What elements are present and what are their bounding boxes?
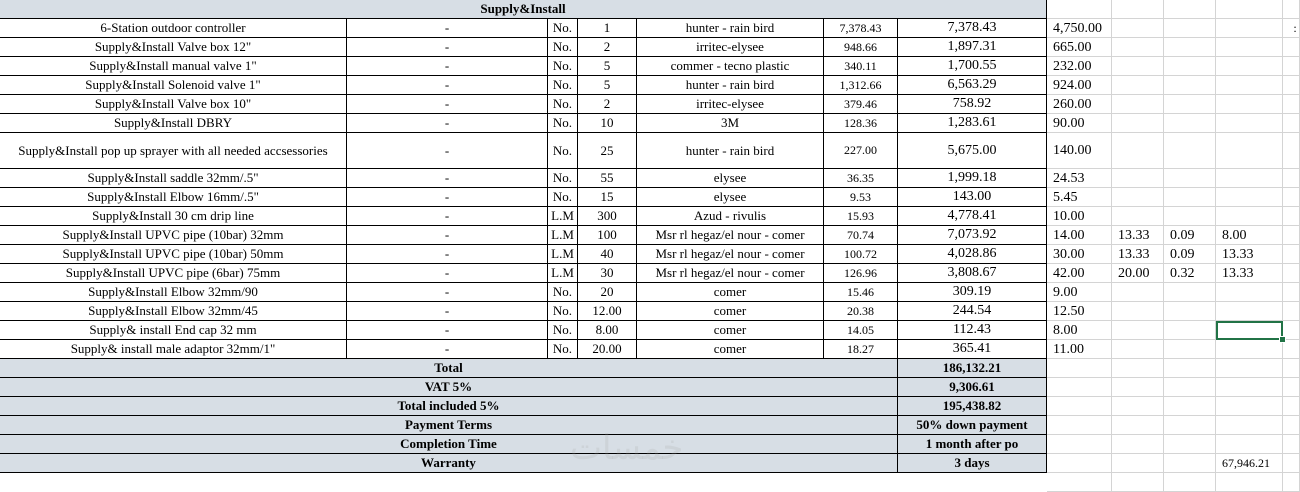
grid-cell[interactable] [1047,473,1112,492]
grid-cell[interactable] [1112,473,1164,492]
side-calc-value[interactable]: 0.09 [1170,227,1195,243]
item-qty[interactable]: 30 [578,264,637,283]
grid-cell[interactable] [1216,397,1283,416]
item-dash[interactable]: - [347,169,548,188]
item-brand[interactable]: hunter - rain bird [637,133,824,169]
grid-cell[interactable] [1216,133,1283,169]
grid-cell[interactable] [1164,416,1216,435]
grid-cell[interactable] [1164,169,1216,188]
item-brand[interactable]: comer [637,302,824,321]
grid-cell[interactable] [1164,207,1216,226]
grid-cell[interactable] [1283,207,1300,226]
grid-cell[interactable] [1283,378,1300,397]
grid-cell[interactable] [1112,19,1164,38]
item-qty[interactable]: 12.00 [578,302,637,321]
grid-cell[interactable] [1047,0,1112,19]
item-qty[interactable]: 20.00 [578,340,637,359]
grid-cell[interactable] [1112,359,1164,378]
item-brand[interactable]: elysee [637,188,824,207]
item-unit-price[interactable]: 100.72 [824,245,898,264]
item-dash[interactable]: - [347,133,548,169]
item-description[interactable]: Supply&Install 30 cm drip line [0,207,347,226]
grid-cell[interactable] [1112,378,1164,397]
item-unit-price[interactable]: 227.00 [824,133,898,169]
item-total[interactable]: 3,808.67 [898,264,1047,283]
grid-cell[interactable] [1164,321,1216,340]
grid-cell[interactable] [1112,207,1164,226]
item-unit-price[interactable]: 128.36 [824,114,898,133]
side-calc-value[interactable]: 13.33 [1118,246,1150,262]
side-calc-value[interactable]: 4,750.00 [1053,20,1102,36]
side-calc-value[interactable]: 30.00 [1053,246,1085,262]
grid-cell[interactable] [1283,435,1300,454]
side-calc-value[interactable]: 8.00 [1053,322,1078,338]
item-unit[interactable]: No. [548,302,578,321]
side-calc-value[interactable]: 0.09 [1170,246,1195,262]
grid-cell[interactable] [1216,95,1283,114]
item-total[interactable]: 244.54 [898,302,1047,321]
grid-cell[interactable] [1047,397,1112,416]
item-description[interactable]: Supply&Install Valve box 12" [0,38,347,57]
summary-value[interactable]: 1 month after po [898,435,1047,454]
item-unit[interactable]: No. [548,133,578,169]
item-description[interactable]: Supply& install End cap 32 mm [0,321,347,340]
item-brand[interactable]: 3M [637,114,824,133]
grid-cell[interactable] [1164,454,1216,473]
grid-cell[interactable] [1216,359,1283,378]
grid-cell[interactable] [1164,435,1216,454]
grid-cell[interactable] [1283,114,1300,133]
grid-cell[interactable] [1112,169,1164,188]
side-total-value[interactable]: 67,946.21 [1222,456,1270,470]
side-calc-value[interactable]: 9.00 [1053,284,1078,300]
item-unit[interactable]: No. [548,95,578,114]
side-calc-value[interactable]: 260.00 [1053,96,1092,112]
item-unit[interactable]: L.M [548,264,578,283]
grid-cell[interactable] [1164,76,1216,95]
grid-cell[interactable] [1216,57,1283,76]
side-calc-value[interactable]: 13.33 [1118,227,1150,243]
summary-label[interactable]: Total [0,359,898,378]
grid-cell[interactable] [1164,133,1216,169]
item-qty[interactable]: 5 [578,57,637,76]
item-total[interactable]: 6,563.29 [898,76,1047,95]
grid-cell[interactable] [1216,283,1283,302]
item-unit-price[interactable]: 20.38 [824,302,898,321]
grid-cell[interactable] [1216,416,1283,435]
side-calc-value[interactable]: 90.00 [1053,115,1085,131]
item-total[interactable]: 143.00 [898,188,1047,207]
item-unit[interactable]: No. [548,76,578,95]
item-brand[interactable]: hunter - rain bird [637,19,824,38]
item-qty[interactable]: 100 [578,226,637,245]
summary-label[interactable]: Completion Time [0,435,898,454]
item-unit-price[interactable]: 14.05 [824,321,898,340]
summary-value[interactable]: 186,132.21 [898,359,1047,378]
grid-cell[interactable] [1112,133,1164,169]
item-dash[interactable]: - [347,114,548,133]
grid-cell[interactable] [1047,454,1112,473]
item-qty[interactable]: 2 [578,38,637,57]
item-unit-price[interactable]: 948.66 [824,38,898,57]
grid-cell[interactable] [1216,473,1283,492]
item-dash[interactable]: - [347,207,548,226]
item-dash[interactable]: - [347,264,548,283]
item-dash[interactable]: - [347,226,548,245]
side-calc-value[interactable]: 665.00 [1053,39,1092,55]
item-total[interactable]: 1,897.31 [898,38,1047,57]
grid-cell[interactable] [1164,0,1216,19]
grid-cell[interactable] [1283,0,1300,19]
item-qty[interactable]: 5 [578,76,637,95]
item-unit[interactable]: No. [548,57,578,76]
edge-mark[interactable]: : [1293,21,1297,35]
grid-cell[interactable] [1216,340,1283,359]
summary-value[interactable]: 50% down payment [898,416,1047,435]
fill-handle[interactable] [1279,336,1286,343]
selected-cell[interactable] [1216,321,1283,340]
grid-cell[interactable] [1283,188,1300,207]
item-brand[interactable]: comer [637,340,824,359]
grid-cell[interactable] [1283,169,1300,188]
item-qty[interactable]: 300 [578,207,637,226]
item-description[interactable]: Supply&Install Elbow 32mm/90 [0,283,347,302]
item-brand[interactable]: comer [637,321,824,340]
grid-cell[interactable] [1047,378,1112,397]
grid-cell[interactable] [1164,378,1216,397]
item-total[interactable]: 758.92 [898,95,1047,114]
grid-cell[interactable] [1112,302,1164,321]
grid-cell[interactable] [1283,302,1300,321]
grid-cell[interactable] [1112,397,1164,416]
item-total[interactable]: 1,283.61 [898,114,1047,133]
item-qty[interactable]: 40 [578,245,637,264]
item-total[interactable]: 309.19 [898,283,1047,302]
item-unit-price[interactable]: 379.46 [824,95,898,114]
grid-cell[interactable] [1216,0,1283,19]
grid-cell[interactable] [1112,76,1164,95]
grid-cell[interactable] [1283,416,1300,435]
grid-cell[interactable] [1283,264,1300,283]
grid-cell[interactable] [1112,416,1164,435]
item-unit-price[interactable]: 15.46 [824,283,898,302]
item-dash[interactable]: - [347,19,548,38]
item-description[interactable]: Supply&Install Solenoid valve 1" [0,76,347,95]
summary-label[interactable]: VAT 5% [0,378,898,397]
side-calc-value[interactable]: 10.00 [1053,208,1085,224]
item-brand[interactable]: Azud - rivulis [637,207,824,226]
grid-cell[interactable] [1112,435,1164,454]
item-dash[interactable]: - [347,302,548,321]
side-calc-value[interactable]: 42.00 [1053,265,1085,281]
side-calc-value[interactable]: 0.32 [1170,265,1195,281]
grid-cell[interactable] [1283,133,1300,169]
item-description[interactable]: Supply& install male adaptor 32mm/1" [0,340,347,359]
item-total[interactable]: 4,778.41 [898,207,1047,226]
item-brand[interactable]: Msr rl hegaz/el nour - comer [637,226,824,245]
item-dash[interactable]: - [347,321,548,340]
grid-cell[interactable] [1112,454,1164,473]
item-description[interactable]: Supply&Install UPVC pipe (10bar) 32mm [0,226,347,245]
item-description[interactable]: Supply&Install UPVC pipe (10bar) 50mm [0,245,347,264]
item-unit-price[interactable]: 126.96 [824,264,898,283]
grid-cell[interactable] [1112,321,1164,340]
item-description[interactable]: Supply&Install manual valve 1" [0,57,347,76]
side-calc-value[interactable]: 8.00 [1222,227,1247,243]
grid-cell[interactable] [1047,435,1112,454]
item-unit[interactable]: L.M [548,226,578,245]
item-brand[interactable]: irritec-elysee [637,38,824,57]
item-dash[interactable]: - [347,38,548,57]
grid-cell[interactable] [1112,38,1164,57]
item-unit[interactable]: No. [548,340,578,359]
item-brand[interactable]: Msr rl hegaz/el nour - comer [637,245,824,264]
item-description[interactable]: Supply&Install Elbow 32mm/45 [0,302,347,321]
item-qty[interactable]: 8.00 [578,321,637,340]
grid-cell[interactable] [1283,38,1300,57]
item-unit[interactable]: No. [548,321,578,340]
grid-cell[interactable] [1112,57,1164,76]
grid-cell[interactable] [1112,340,1164,359]
grid-cell[interactable] [1283,359,1300,378]
item-dash[interactable]: - [347,340,548,359]
side-calc-value[interactable]: 12.50 [1053,303,1085,319]
side-calc-value[interactable]: 24.53 [1053,170,1085,186]
grid-cell[interactable] [1164,359,1216,378]
grid-cell[interactable] [1164,340,1216,359]
grid-cell[interactable] [1283,95,1300,114]
grid-cell[interactable] [1216,188,1283,207]
item-unit-price[interactable]: 70.74 [824,226,898,245]
item-description[interactable]: Supply&Install UPVC pipe (6bar) 75mm [0,264,347,283]
summary-label[interactable]: Payment Terms [0,416,898,435]
item-dash[interactable]: - [347,95,548,114]
item-unit-price[interactable]: 9.53 [824,188,898,207]
side-calc-value[interactable]: 13.33 [1222,246,1254,262]
grid-cell[interactable] [1112,114,1164,133]
item-unit-price[interactable]: 15.93 [824,207,898,226]
side-calc-value[interactable]: 20.00 [1118,265,1150,281]
grid-cell[interactable] [1164,95,1216,114]
item-dash[interactable]: - [347,283,548,302]
item-qty[interactable]: 15 [578,188,637,207]
grid-cell[interactable] [1164,19,1216,38]
item-dash[interactable]: - [347,188,548,207]
item-description[interactable]: Supply&Install Elbow 16mm/.5" [0,188,347,207]
grid-cell[interactable] [1283,397,1300,416]
side-calc-value[interactable]: 11.00 [1053,341,1084,357]
side-calc-value[interactable]: 5.45 [1053,189,1078,205]
grid-cell[interactable] [1164,188,1216,207]
item-qty[interactable]: 2 [578,95,637,114]
item-unit[interactable]: L.M [548,207,578,226]
item-unit-price[interactable]: 7,378.43 [824,19,898,38]
item-brand[interactable]: irritec-elysee [637,95,824,114]
grid-cell[interactable] [1216,435,1283,454]
grid-cell[interactable] [1283,245,1300,264]
grid-cell[interactable] [1283,226,1300,245]
item-total[interactable]: 365.41 [898,340,1047,359]
grid-cell[interactable] [1164,38,1216,57]
summary-value[interactable]: 195,438.82 [898,397,1047,416]
grid-cell[interactable] [1112,188,1164,207]
item-description[interactable]: 6-Station outdoor controller [0,19,347,38]
item-unit[interactable]: No. [548,188,578,207]
item-qty[interactable]: 55 [578,169,637,188]
item-unit-price[interactable]: 18.27 [824,340,898,359]
item-qty[interactable]: 10 [578,114,637,133]
summary-value[interactable]: 3 days [898,454,1047,473]
grid-cell[interactable] [1283,283,1300,302]
item-brand[interactable]: Msr rl hegaz/el nour - comer [637,264,824,283]
item-unit-price[interactable]: 340.11 [824,57,898,76]
item-brand[interactable]: commer - tecno plastic [637,57,824,76]
grid-cell[interactable] [1216,76,1283,95]
item-qty[interactable]: 20 [578,283,637,302]
item-dash[interactable]: - [347,76,548,95]
summary-label[interactable]: Warranty [0,454,898,473]
side-calc-value[interactable]: 140.00 [1053,143,1092,158]
summary-value[interactable]: 9,306.61 [898,378,1047,397]
item-dash[interactable]: - [347,57,548,76]
side-calc-value[interactable]: 232.00 [1053,58,1092,74]
item-total[interactable]: 7,073.92 [898,226,1047,245]
item-unit[interactable]: No. [548,169,578,188]
item-description[interactable]: Supply&Install saddle 32mm/.5" [0,169,347,188]
summary-label[interactable]: Total included 5% [0,397,898,416]
grid-cell[interactable] [1283,473,1300,492]
grid-cell[interactable] [1216,19,1283,38]
item-total[interactable]: 1,700.55 [898,57,1047,76]
item-unit-price[interactable]: 36.35 [824,169,898,188]
item-total[interactable]: 1,999.18 [898,169,1047,188]
item-qty[interactable]: 1 [578,19,637,38]
grid-cell[interactable] [1283,57,1300,76]
grid-cell[interactable] [1164,283,1216,302]
item-description[interactable]: Supply&Install DBRY [0,114,347,133]
item-unit[interactable]: No. [548,38,578,57]
item-unit[interactable]: No. [548,283,578,302]
item-brand[interactable]: hunter - rain bird [637,76,824,95]
grid-cell[interactable] [1047,416,1112,435]
section-header[interactable]: Supply&Install [0,0,1047,19]
item-description[interactable]: Supply&Install pop up sprayer with all needed accsessories [0,133,347,169]
item-total[interactable]: 7,378.43 [898,19,1047,38]
grid-cell[interactable] [1112,0,1164,19]
grid-cell[interactable] [1112,95,1164,114]
grid-cell[interactable] [1216,207,1283,226]
item-qty[interactable]: 25 [578,133,637,169]
grid-cell[interactable] [1216,38,1283,57]
item-brand[interactable]: elysee [637,169,824,188]
item-description[interactable]: Supply&Install Valve box 10" [0,95,347,114]
grid-cell[interactable] [1216,378,1283,397]
side-calc-value[interactable]: 14.00 [1053,227,1085,243]
grid-cell[interactable] [1112,283,1164,302]
grid-cell[interactable] [1164,114,1216,133]
grid-cell[interactable] [1047,359,1112,378]
item-unit[interactable]: No. [548,19,578,38]
item-dash[interactable]: - [347,245,548,264]
grid-cell[interactable] [1216,114,1283,133]
item-unit[interactable]: No. [548,114,578,133]
grid-cell[interactable] [1164,473,1216,492]
item-total[interactable]: 112.43 [898,321,1047,340]
grid-cell[interactable] [1283,76,1300,95]
item-brand[interactable]: comer [637,283,824,302]
side-calc-value[interactable]: 13.33 [1222,265,1254,281]
grid-cell[interactable] [1164,397,1216,416]
item-unit-price[interactable]: 1,312.66 [824,76,898,95]
grid-cell[interactable] [1216,169,1283,188]
grid-cell[interactable] [1164,302,1216,321]
side-calc-value[interactable]: 924.00 [1053,77,1092,93]
item-total[interactable]: 4,028.86 [898,245,1047,264]
grid-cell[interactable] [1216,302,1283,321]
item-unit[interactable]: L.M [548,245,578,264]
item-total[interactable]: 5,675.00 [898,133,1047,169]
grid-cell[interactable] [1164,57,1216,76]
